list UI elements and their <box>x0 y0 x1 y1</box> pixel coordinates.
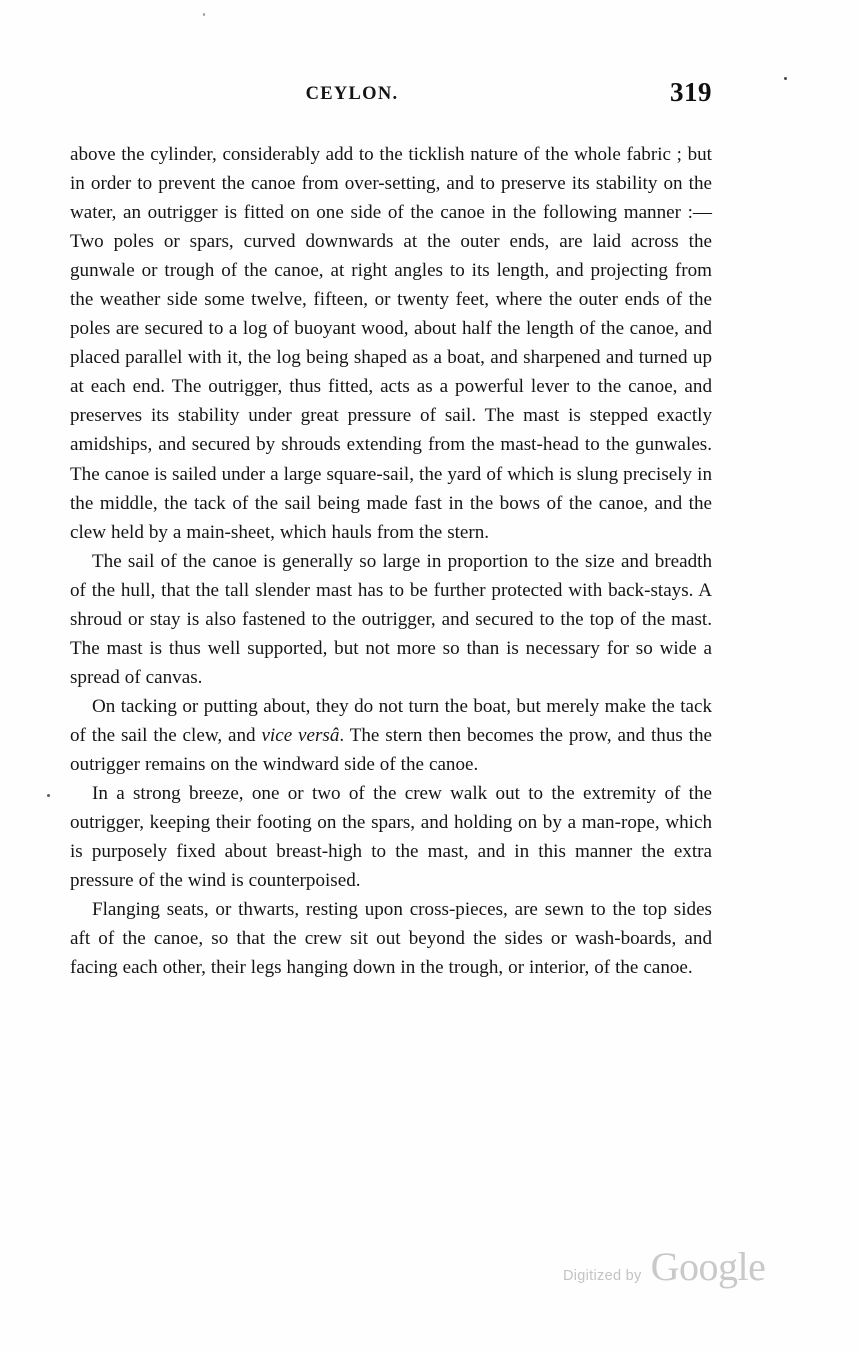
page-number: 319 <box>670 77 712 107</box>
scan-speckle <box>203 13 205 16</box>
watermark-prefix: Digitized by <box>563 1268 642 1284</box>
digitization-watermark <box>563 1244 766 1289</box>
scan-speckle <box>47 794 50 797</box>
page-body <box>70 140 712 982</box>
paragraph: Flanging seats, or thwarts, resting upon cross-pieces, are sewn to the top sides aft of the canoe, so that the crew sit out beyond the sides or wash-boards, and facing each other, their legs hanging down in the trough, or interior, of the canoe. <box>70 899 712 979</box>
paragraph-text-segment: On tacking or putting about, they do not turn the boat, but merely make the tack of the sail the clew, and <box>70 695 712 746</box>
paragraph: In a strong breeze, one or two of the crew walk out to the extremity of the outrigger, keeping their footing on the spars, and holding on by a man-rope, which is purposely fixed about breast-high to the mast, and in this manner the extra pressure of the wind is counterpoised. <box>70 783 712 892</box>
paragraph: above the cylinder, considerably add to the ticklish nature of the whole fabric ; but in order to prevent the canoe from over-setting, and to preserve its stability on the water, an outrigger is fitted on one side of the canoe in the following manner :— Two poles or spars, curved downwards at the outer ends, are laid across the gunwale or trough of the canoe, at right angles to its length, and projecting from the weather side some twelve, fifteen, or twenty feet, where the outer ends of the poles are secured to a log of buoyant wood, about half the length of the canoe, and placed parallel with it, the log being shaped as a boat, and sharpened and turned up at each end. The outrigger, thus fitted, acts as a powerful lever to the canoe, and preserves its stability under great pressure of sail. The mast is stepped exactly amidships, and secured by shrouds extending from the mast-head to the gunwales. The canoe is sailed under a large square-sail, the yard of which is slung precisely in the middle, the tack of the sail being made fast in the bows of the canoe, and the clew held by a main-sheet, which hauls from the stern. <box>70 144 712 543</box>
running-head-title: CEYLON. <box>305 84 399 104</box>
paragraph <box>70 692 712 779</box>
watermark-brand: Google <box>650 1244 766 1289</box>
scan-speckle <box>784 77 787 80</box>
paragraph: The sail of the canoe is generally so large in proportion to the size and breadth of the hull, that the tall slender mast has to be further protected with back-stays. A shroud or stay is also fastened to the outrigger, and secured to the top of the mast. The mast is thus well supported, but not more so than is necessary for so wide a spread of canvas. <box>70 550 712 688</box>
running-head <box>70 77 712 118</box>
italic-phrase: vice versâ <box>261 724 340 746</box>
paragraph-text-segment: . The stern then becomes the prow, and thus the outrigger remains on the windward side of the canoe. <box>70 724 712 775</box>
